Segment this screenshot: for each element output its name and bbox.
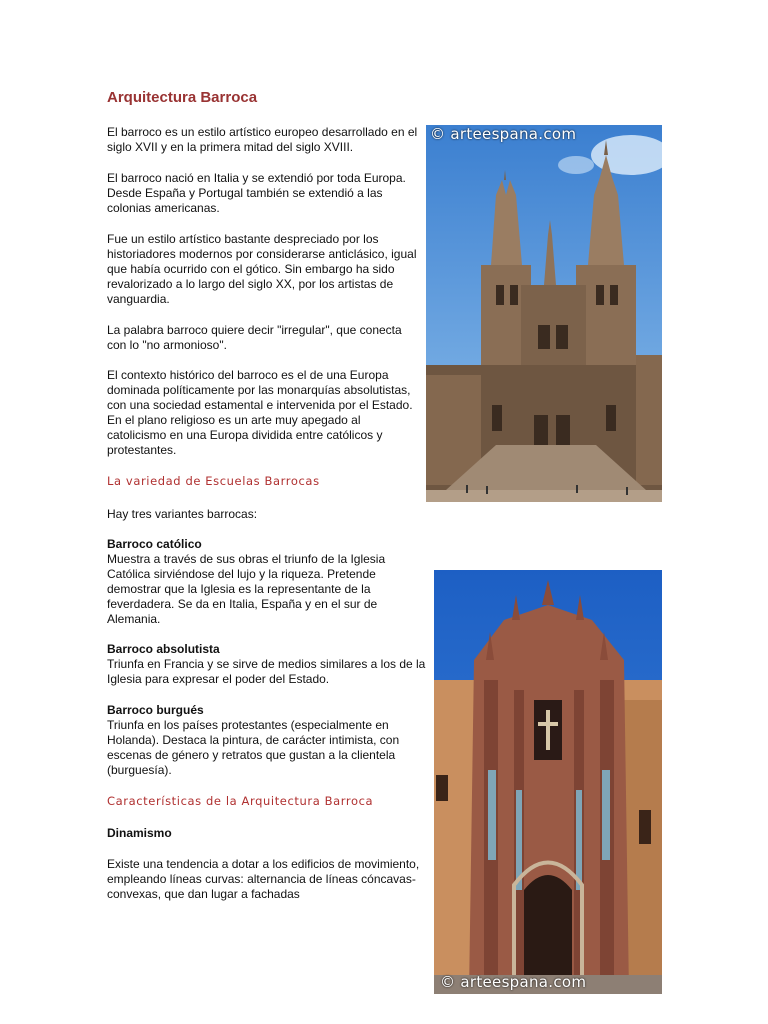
term-label: Barroco absolutista — [107, 642, 220, 656]
paragraph-etymology: La palabra barroco quiere decir "irregular", que conecta con lo "no armonioso". — [107, 323, 402, 352]
section-heading-caracteristicas: Características de la Arquitectura Barroca — [107, 794, 374, 808]
term-description: Triunfa en los países protestantes (especialmente en Holanda). Destaca la pintura, de carácter intimista, con escenas de género y retratos que gustan a la clientela (burguesía). — [107, 718, 400, 777]
page-title: Arquitectura Barroca — [107, 89, 258, 106]
watermark-label: © arteespana.com — [430, 125, 577, 143]
term-description: Triunfa en Francia y se sirve de medios similares a los de la Iglesia para expresar el poder del Estado. — [107, 657, 426, 686]
paragraph-variantes: Hay tres variantes barrocas: — [107, 507, 258, 521]
paragraph-intro: El barroco es un estilo artístico europeo desarrollado en el siglo XVII y en la primera mitad del siglo XVIII. — [107, 125, 418, 154]
item-barroco-catolico — [107, 537, 422, 627]
paragraph-context: El contexto histórico del barroco es el de una Europa dominada políticamente por las monarquías absolutistas, con una sociedad estamental e intervenida por el Estado. En el plano religioso es un arte muy apegado al catolicismo en una Europa dividida entre católicos y protestantes. — [107, 368, 413, 457]
subheading-dinamismo: Dinamismo — [107, 826, 172, 840]
church-portal-photo — [434, 570, 662, 994]
section-heading-escuelas: La variedad de Escuelas Barrocas — [107, 474, 320, 488]
paragraph-dinamismo: Existe una tendencia a dotar a los edificios de movimiento, empleando líneas curvas: alternancia de líneas cóncavas-convexas, que dan lugar a fachadas — [107, 857, 420, 901]
paragraph-origin: El barroco nació en Italia y se extendió por toda Europa. Desde España y Portugal también se extendió a las colonias americanas. — [107, 171, 406, 215]
term-label: Barroco burgués — [107, 703, 204, 717]
paragraph-reception: Fue un estilo artístico bastante despreciado por los historiadores modernos por considerarse anticlásico, igual que había ocurrido con el gótico. Sin embargo ha sido revalorizado a lo largo del siglo XX, por los artistas de vanguardia. — [107, 232, 417, 306]
term-label: Barroco católico — [107, 537, 202, 551]
cathedral-photo — [426, 125, 662, 502]
term-description: Muestra a través de sus obras el triunfo de la Iglesia Católica sirviéndose del lujo y la riqueza. Pretende demostrar que la Iglesia es la representante de la feverdadera. Se da en Italia, España y en el sur de Alemania. — [107, 552, 386, 626]
item-barroco-absolutista — [107, 642, 429, 687]
item-barroco-burgues — [107, 703, 422, 778]
watermark-label: © arteespana.com — [440, 973, 587, 991]
